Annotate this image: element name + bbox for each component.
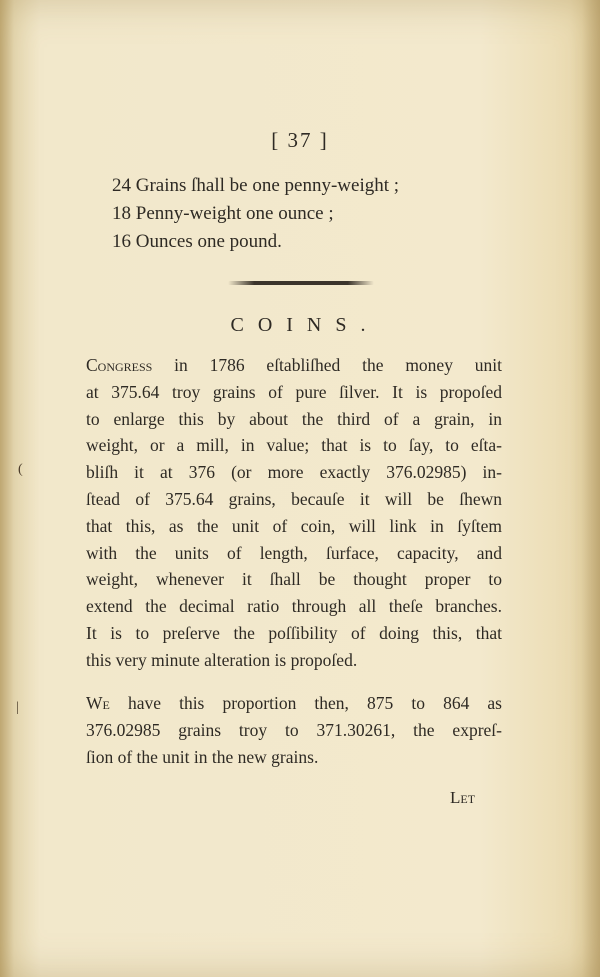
paragraph-line: weight, whenever it ſhall be thought proper to	[86, 569, 502, 590]
paragraph-line: weight, or a mill, in value; that is to ſay, to eſta-	[86, 435, 502, 456]
paragraph-line: that this, as the unit of coin, will link in ſyſtem	[86, 515, 502, 536]
paragraph-lead-word: Congress	[86, 355, 153, 375]
page-number: [ 37 ]	[271, 128, 329, 152]
section-divider	[228, 281, 374, 285]
margin-mark: |	[16, 700, 19, 715]
paragraph-line: 376.02985 grains troy to 371.30261, the expreſ-	[86, 719, 502, 740]
paragraph-line: at 375.64 troy grains of pure ſilver. It is propoſed	[86, 381, 502, 402]
paragraph-lead-word: We	[86, 693, 110, 713]
paragraph-line: with the units of length, ſurface, capacity, and	[86, 542, 502, 563]
paragraph-line: bliſh it at 376 (or more exactly 376.02985) in-	[86, 462, 502, 483]
weights-line: 18 Penny-weight one ounce ;	[112, 203, 334, 224]
paragraph-line: It is to preſerve the poſſibility of doing this, that	[86, 622, 502, 643]
paragraph-line: Congress in 1786 eſtabliſhed the money unit	[86, 355, 502, 375]
paragraph-coins-congress	[86, 352, 502, 674]
margin-mark: (	[18, 462, 23, 477]
weights-line: 24 Grains ſhall be one penny-weight ;	[112, 175, 400, 196]
paragraph-line: ſtead of 375.64 grains, becauſe it will be ſhewn	[86, 488, 502, 509]
paragraph-line: We have this proportion then, 875 to 864 as	[86, 693, 502, 713]
paragraph-line: to enlarge this by about the third of a grain, in	[86, 408, 502, 429]
weights-table	[112, 172, 399, 256]
weights-line: 16 Ounces one pound.	[112, 231, 282, 252]
paragraph-proportion	[86, 690, 502, 770]
paragraph-line: ſion of the unit in the new grains.	[86, 746, 319, 767]
paragraph-line: extend the decimal ratio through all theſe branches.	[86, 596, 502, 617]
paragraph-line: this very minute alteration is propoſed.	[86, 649, 358, 670]
section-heading: COINS.	[230, 314, 380, 336]
catchword: Let	[450, 788, 476, 807]
